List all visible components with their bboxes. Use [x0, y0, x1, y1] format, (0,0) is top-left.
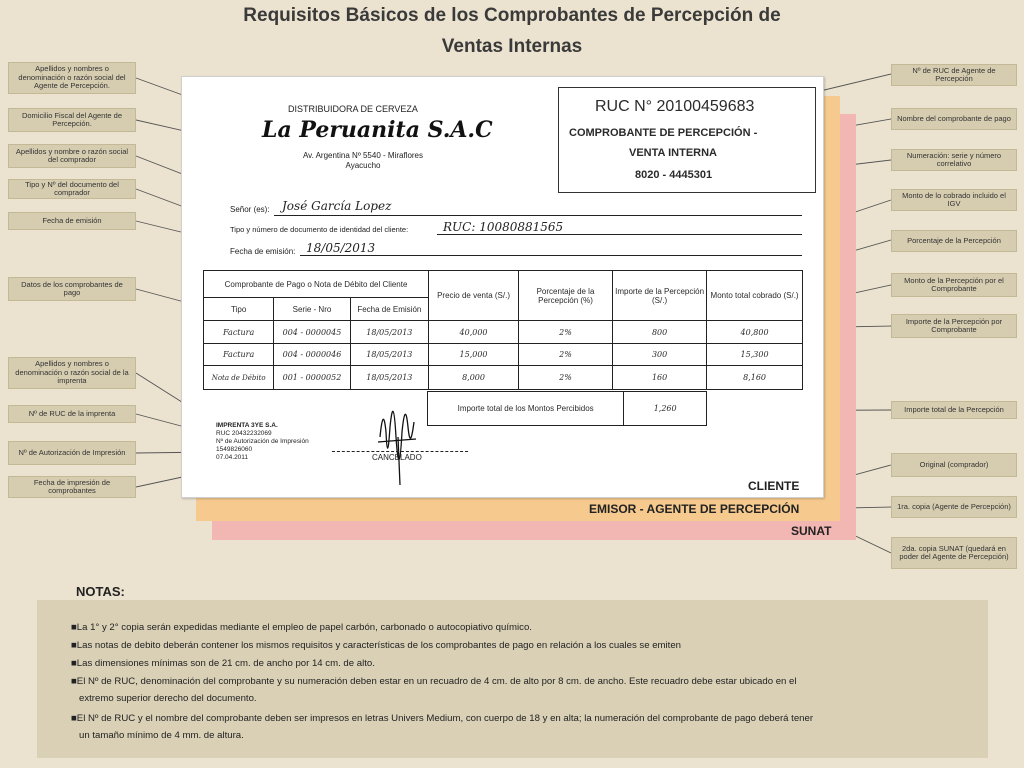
total-label: Importe total de los Montos Percibidos	[428, 392, 624, 426]
printer-date: 07.04.2011	[216, 454, 249, 461]
note-text: Las dimensiones mínimas son de 21 cm. de ancho por 14 cm. de alto.	[76, 658, 375, 669]
note-item: ■La 1° y 2° copia serán expedidas mediante el empleo de papel carbón, carbonado o autocopiativo químico.	[71, 622, 532, 633]
receipt-table	[203, 270, 803, 390]
label-primera-copia: 1ra. copia (Agente de Percepción)	[891, 496, 1017, 518]
label-monto-percepcion: Monto de la Percepción por el Comprobante	[891, 273, 1017, 297]
tipo-underline	[437, 234, 802, 235]
th-serie: Serie - Nro	[274, 298, 350, 321]
cell-monto: 15,300	[707, 344, 803, 366]
label-segunda-copia: 2da. copia SUNAT (quedará en poder del Agente de Percepción)	[891, 537, 1017, 569]
note-text: El Nº de RUC, denominación del comprobante y su numeración deben estar en un recuadro de 4 cm. de alto por 8 cm. de ancho. Este recuadro debe estar ubicado en el	[76, 676, 797, 687]
cell-monto: 40,800	[707, 321, 803, 344]
table-row	[204, 344, 803, 366]
copy-emisor-label: EMISOR - AGENTE DE PERCEPCIÓN	[589, 502, 800, 516]
note-text: Las notas de debito deberán contener los mismos requisitos y características de los comprobantes de pago en relación a los cuales se emiten	[76, 640, 682, 651]
fecha-underline	[300, 255, 802, 256]
cell-fecha: 18/05/2013	[350, 366, 428, 390]
cell-precio: 40,000	[429, 321, 519, 344]
doc-name-line1: COMPROBANTE DE PERCEPCIÓN -	[569, 127, 758, 139]
th-precio: Precio de venta (S/.)	[429, 271, 519, 321]
label-datos-comprobantes: Datos de los comprobantes de pago	[8, 277, 136, 301]
label-importe-percepcion: Importe de la Percepción por Comprobante	[891, 314, 1017, 338]
label-ruc-imprenta: Nº de RUC de la imprenta	[8, 405, 136, 423]
label-autorizacion: Nº de Autorización de Impresión	[8, 441, 136, 465]
cell-precio: 15,000	[429, 344, 519, 366]
printer-ruc: RUC 20432232069	[216, 430, 272, 437]
table-row	[204, 321, 803, 344]
receipt-document	[181, 76, 824, 498]
page-title-line1: Requisitos Básicos de los Comprobantes de Percepción de	[243, 5, 781, 26]
doc-name-line2: VENTA INTERNA	[629, 147, 717, 159]
fecha-value: 18/05/2013	[306, 241, 376, 255]
table-row	[204, 366, 803, 390]
notes-panel	[37, 600, 988, 758]
fecha-label: Fecha de emisión:	[230, 247, 296, 256]
ruc-number: RUC N° 20100459683	[595, 98, 755, 115]
label-numeracion: Numeración: serie y número correlativo	[891, 149, 1017, 171]
printer-auth-number: 1549826060	[216, 446, 253, 453]
signature	[372, 397, 432, 487]
ruc-box	[558, 87, 816, 193]
tipo-label: Tipo y número de documento de identidad del cliente:	[230, 225, 409, 234]
note-item: ■Las notas de debito deberán contener los mismos requisitos y características de los comprobantes de pago en relación a los cuales se emiten	[71, 640, 682, 651]
th-comprobante: Comprobante de Pago o Nota de Débito del Cliente	[204, 271, 429, 298]
cancelado-text: CANCELADO	[372, 453, 422, 462]
total-value: 1,260	[624, 392, 707, 426]
label-domicilio: Domicilio Fiscal del Agente de Percepción.	[8, 108, 136, 132]
tipo-value: RUC: 10080881565	[443, 220, 564, 234]
cell-pct: 2%	[518, 344, 612, 366]
cell-tipo: Factura	[204, 321, 274, 344]
cell-pct: 2%	[518, 321, 612, 344]
company-name: La Peruanita S.A.C	[262, 117, 493, 143]
label-imprenta-nombre: Apellidos y nombres o denominación o razón social de la imprenta	[8, 357, 136, 389]
label-original: Original (comprador)	[891, 453, 1017, 477]
note-item: ■El Nº de RUC y el nombre del comprobante deben ser impresos en letras Univers Medium, con cuerpo de 18 y en alta; la numeración del comprobante de pago deberá tener	[71, 713, 814, 724]
cell-importe: 300	[613, 344, 707, 366]
th-monto: Monto total cobrado (S/.)	[707, 271, 803, 321]
note-item: ■El Nº de RUC, denominación del comprobante y su numeración deben estar en un recuadro de 4 cm. de alto por 8 cm. de ancho. Este recuadro debe estar ubicado en el	[71, 676, 797, 687]
page-title-line2: Ventas Internas	[441, 36, 583, 57]
copy-cliente-label: CLIENTE	[748, 479, 800, 493]
label-nombre-comprobante: Nombre del comprobante de pago	[891, 108, 1017, 130]
label-comprador-nombre: Apellidos y nombre o razón social del comprador	[8, 144, 136, 168]
label-agente-nombre: Apellidos y nombres o denominación o razón social del Agente de Percepción.	[8, 62, 136, 94]
senor-label: Señor (es):	[230, 205, 270, 214]
label-fecha-impresion: Fecha de impresión de comprobantes	[8, 476, 136, 498]
senor-value: José García Lopez	[282, 199, 392, 213]
note-item: ■Las dimensiones mínimas son de 21 cm. de ancho por 14 cm. de alto.	[71, 658, 375, 669]
cell-pct: 2%	[518, 366, 612, 390]
note-text: El Nº de RUC y el nombre del comprobante deben ser impresos en letras Univers Medium, con cuerpo de 18 y en alta; la numeración del comprobante de pago deberá tener	[76, 713, 814, 724]
th-fecha: Fecha de Emisión	[350, 298, 428, 321]
distributor-text: DISTRIBUIDORA DE CERVEZA	[288, 104, 418, 114]
cell-serie: 004 - 0000046	[274, 344, 350, 366]
cell-serie: 001 - 0000052	[274, 366, 350, 390]
notes-heading: NOTAS:	[76, 584, 125, 599]
th-importe: Importe de la Percepción (S/.)	[613, 271, 707, 321]
printer-name: IMPRENTA 3YE S.A.	[216, 422, 278, 429]
address-line2: Ayacucho	[345, 161, 381, 170]
senor-underline	[274, 215, 802, 216]
doc-number: 8020 - 4445301	[635, 169, 713, 181]
label-ruc-agente: Nº de RUC de Agente de Percepción	[891, 64, 1017, 86]
cell-tipo: Nota de Débito	[204, 366, 274, 390]
label-tipo-documento: Tipo y Nº del documento del comprador	[8, 179, 136, 199]
printer-info	[216, 422, 309, 462]
label-porcentaje: Porcentaje de la Percepción	[891, 230, 1017, 252]
total-table	[427, 391, 707, 426]
printer-auth: Nº de Autorización de Impresión	[216, 438, 309, 445]
cell-precio: 8,000	[429, 366, 519, 390]
cell-importe: 800	[613, 321, 707, 344]
cell-fecha: 18/05/2013	[350, 321, 428, 344]
label-fecha-emision: Fecha de emisión	[8, 212, 136, 230]
cell-monto: 8,160	[707, 366, 803, 390]
cell-serie: 004 - 0000045	[274, 321, 350, 344]
cancel-line	[332, 451, 468, 452]
cell-importe: 160	[613, 366, 707, 390]
note-continuation: un tamaño mínimo de 4 mm. de altura.	[79, 730, 244, 741]
label-importe-total: Importe total de la Percepción	[891, 401, 1017, 419]
th-tipo: Tipo	[204, 298, 274, 321]
cell-fecha: 18/05/2013	[350, 344, 428, 366]
th-porcentaje: Porcentaje de la Percepción (%)	[518, 271, 612, 321]
note-text: La 1° y 2° copia serán expedidas mediante el empleo de papel carbón, carbonado o autocopiativo químico.	[76, 622, 532, 633]
address-line1: Av. Argentina Nº 5540 - Miraflores	[302, 151, 423, 160]
copy-sunat-label: SUNAT	[791, 524, 832, 538]
cell-tipo: Factura	[204, 344, 274, 366]
note-continuation: extremo superior derecho del documento.	[79, 693, 257, 704]
label-monto-cobrado: Monto de lo cobrado incluido el IGV	[891, 189, 1017, 211]
